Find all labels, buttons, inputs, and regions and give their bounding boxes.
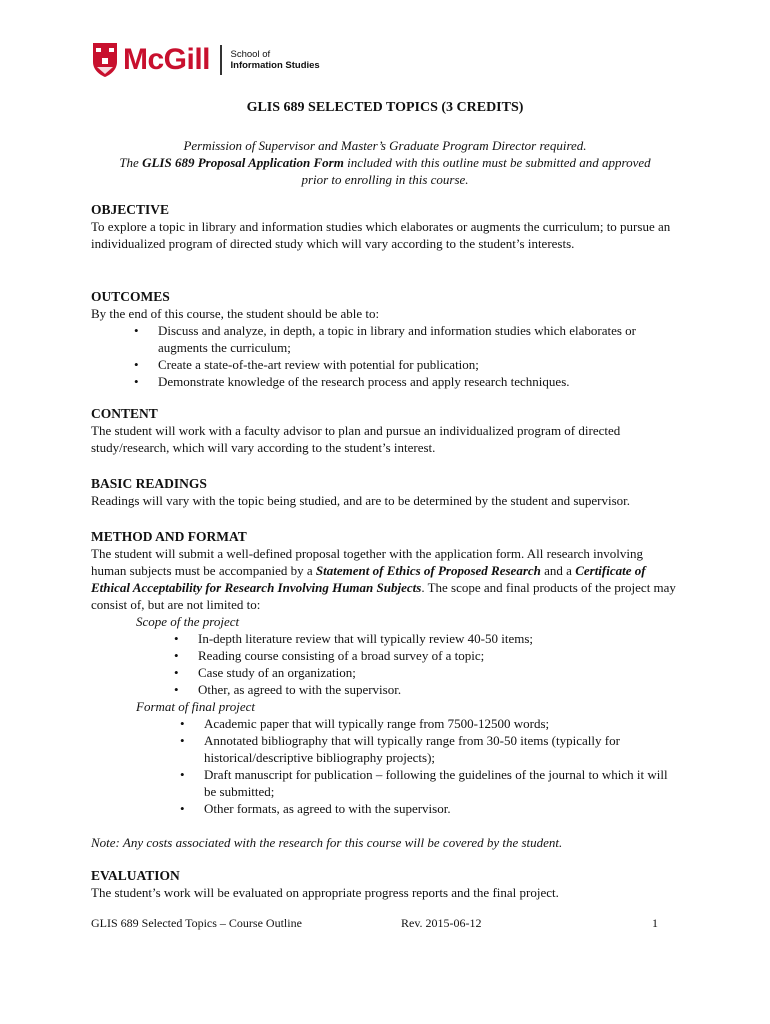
content-heading: CONTENT	[91, 406, 158, 421]
list-item: • Discuss and analyze, in depth, a topic in library and information studies which elaborates or augments the curriculum;	[158, 322, 681, 356]
content-section	[91, 405, 681, 456]
permission-prefix: The	[119, 155, 143, 170]
mcgill-shield-icon	[92, 42, 118, 78]
evaluation-section	[91, 867, 681, 901]
footer-course-title: GLIS 689 Selected Topics – Course Outline	[91, 916, 302, 930]
list-item: • Reading course consisting of a broad survey of a topic;	[198, 647, 681, 664]
cost-note: Note: Any costs associated with the research for this course will be covered by the student.	[91, 835, 563, 850]
list-item: • Other formats, as agreed to with the supervisor.	[204, 800, 681, 817]
permission-suffix: included with this outline must be submitted and approved	[343, 155, 651, 170]
basic-readings-heading: BASIC READINGS	[91, 476, 207, 491]
method-heading: METHOD AND FORMAT	[91, 529, 247, 544]
format-label: Format of final project	[136, 699, 256, 714]
basic-readings-text: Readings will vary with the topic being studied, and are to be determined by the student and supervisor.	[91, 493, 631, 508]
objective-text: To explore a topic in library and information studies which elaborates or augments the curriculum; to pursue an individualized program of directed study which will vary according to the student’s interests.	[91, 219, 671, 251]
scope-label: Scope of the project	[136, 614, 240, 629]
list-item: • In-depth literature review that will typically review 40-50 items;	[198, 630, 681, 647]
ethics-certificate-name: Certificate of Ethical Acceptability for Research Involving Human Subjects	[91, 563, 646, 595]
mcgill-wordmark: McGill	[123, 43, 211, 76]
content-text: The student will work with a faculty advisor to plan and pursue an individualized program of directed study/research, which will vary according to the student’s interest.	[91, 423, 621, 455]
list-item: • Academic paper that will typically range from 7500-12500 words;	[204, 715, 681, 732]
school-name-line2: Information Studies	[230, 60, 320, 71]
document-title: GLIS 689 SELECTED TOPICS (3 CREDITS)	[246, 100, 524, 115]
outcomes-section	[91, 288, 681, 390]
method-text-part1: The student will submit a well-defined proposal together with the application form. All research involving human subjects must be accompanied by a	[91, 546, 644, 578]
mcgill-logo	[92, 40, 320, 80]
basic-readings-section	[91, 475, 681, 509]
school-name-line1: School of	[230, 49, 271, 60]
evaluation-text: The student’s work will be evaluated on appropriate progress reports and the final project.	[91, 885, 559, 900]
proposal-form-name: GLIS 689 Proposal Application Form	[142, 155, 344, 170]
list-item: • Create a state-of-the-art review with potential for publication;	[158, 356, 681, 373]
school-name	[231, 49, 320, 71]
outcomes-intro: By the end of this course, the student should be able to:	[91, 306, 380, 321]
outcomes-list	[158, 322, 681, 390]
list-item: • Draft manuscript for publication – following the guidelines of the journal to which it will be submitted;	[204, 766, 681, 800]
evaluation-heading: EVALUATION	[91, 868, 180, 883]
permission-line3: prior to enrolling in this course.	[301, 172, 469, 187]
permission-line2	[80, 154, 690, 171]
objective-heading: OBJECTIVE	[91, 202, 170, 217]
method-text-part2: and a	[540, 563, 576, 578]
page-number: 1	[652, 916, 658, 930]
objective-section	[91, 201, 681, 252]
scope-list	[198, 630, 681, 698]
list-item: • Annotated bibliography that will typically range from 30-50 items (typically for historical/descriptive bibliography projects);	[204, 732, 681, 766]
permission-line1: Permission of Supervisor and Master’s Graduate Program Director required.	[183, 138, 587, 153]
footer-revision: Rev. 2015-06-12	[401, 916, 482, 930]
method-section	[91, 528, 681, 817]
ethics-statement-name: Statement of Ethics of Proposed Research	[315, 563, 541, 578]
logo-divider	[220, 45, 222, 75]
list-item: • Other, as agreed to with the supervisor.	[198, 681, 681, 698]
list-item: • Case study of an organization;	[198, 664, 681, 681]
format-list	[204, 715, 681, 817]
permission-note	[80, 137, 690, 188]
method-text	[91, 545, 681, 613]
list-item: • Demonstrate knowledge of the research process and apply research techniques.	[158, 373, 681, 390]
outcomes-heading: OUTCOMES	[91, 289, 170, 304]
method-text-part3: . The scope and final products of the project may consist of, but are not limited to:	[91, 580, 676, 612]
